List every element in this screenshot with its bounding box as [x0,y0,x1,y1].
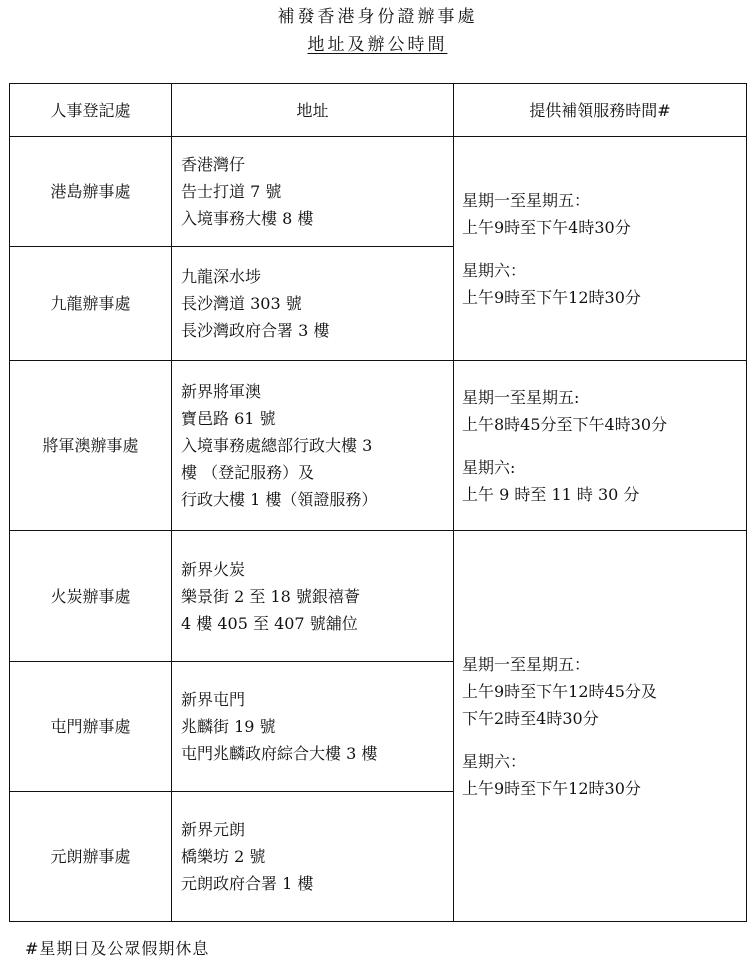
office-name: 元朗辦事處 [10,792,172,922]
address-line: 橋樂坊 2 號 [181,847,266,866]
address-line: 寶邑路 61 號 [181,409,276,428]
office-name: 將軍澳辦事處 [10,361,172,531]
address-line: 新界屯門 [181,690,246,709]
address-line: 香港灣仔 [181,155,246,174]
weekday-label: 星期一至星期五： [462,654,591,674]
address-line: 新界火炭 [181,559,246,579]
table-row [10,361,747,531]
weekday-time: 上午8時45分至下午4時30分 [462,414,668,434]
office-name: 九龍辦事處 [10,247,172,361]
weekday-label: 星期一至星期五: [462,387,580,407]
page-subtitle-text: 地址及辦公時間 [307,35,448,55]
offices-table [9,83,747,922]
weekday-time: 上午9時至下午4時30分 [462,217,631,237]
address-line: 樓 （登記服務）及 [181,463,315,482]
table-row [10,531,747,662]
office-address [172,531,454,662]
table-header-row [10,84,747,137]
saturday-time: 上午 9 時至 11 時 30 分 [462,484,640,504]
address-line: 兆麟街 19 號 [181,717,276,736]
saturday-label: 星期六： [462,751,527,771]
header-hours: 提供補領服務時間# [454,84,747,137]
weekday-time: 下午2時至4時30分 [462,708,599,728]
address-line: 入境事務大樓 8 樓 [181,209,314,228]
weekday-label: 星期一至星期五： [462,190,591,210]
address-line: 行政大樓 1 樓（領證服務） [181,490,378,509]
address-line: 新界元朗 [181,820,246,839]
table-row [10,137,747,247]
address-line: 樂景街 2 至 18 號銀禧薈 [181,586,360,606]
saturday-label: 星期六: [462,457,516,477]
office-address [172,662,454,792]
office-address [172,137,454,247]
page-subtitle [0,34,755,56]
header-address: 地址 [172,84,454,137]
service-hours-group-3 [454,531,747,922]
address-line: 新界將軍澳 [181,382,262,401]
office-name: 港島辦事處 [10,137,172,247]
address-line: 4 樓 405 至 407 號舖位 [181,613,358,633]
address-line: 長沙灣政府合署 3 樓 [181,321,330,340]
address-line: 告士打道 7 號 [181,182,282,201]
header-office: 人事登記處 [10,84,172,137]
address-line: 元朗政府合署 1 樓 [181,874,314,893]
service-hours-group-2 [454,361,747,531]
saturday-time: 上午9時至下午12時30分 [462,287,641,307]
saturday-time: 上午9時至下午12時30分 [462,778,641,798]
address-line: 入境事務處總部行政大樓 3 [181,436,373,455]
office-address [172,792,454,922]
office-address [172,361,454,531]
office-name: 火炭辦事處 [10,531,172,662]
page-title: 補發香港身份證辦事處 [277,7,478,27]
saturday-label: 星期六： [462,260,527,280]
address-line: 長沙灣道 303 號 [181,294,302,313]
office-address [172,247,454,361]
weekday-time: 上午9時至下午12時45分及 [462,681,657,701]
service-hours-group-1 [454,137,747,361]
office-name: 屯門辦事處 [10,662,172,792]
address-line: 屯門兆麟政府綜合大樓 3 樓 [181,744,378,763]
address-line: 九龍深水埗 [181,267,262,286]
footnote: #星期日及公眾假期休息 [25,939,210,958]
